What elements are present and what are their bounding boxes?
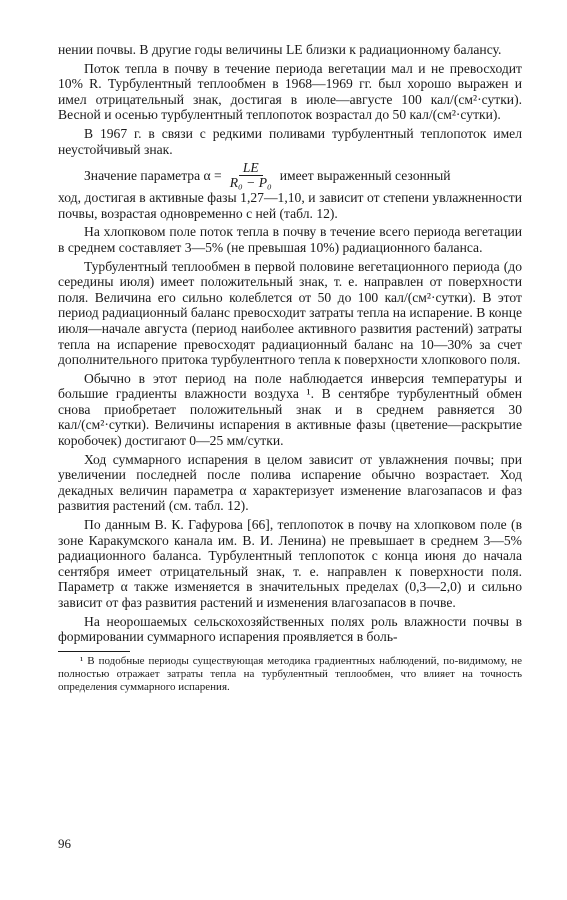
paragraph: Турбулентный теплообмен в первой половине вегетационного периода (до середины июля) имеет положительный знак, т. е. направлен от поверхности поля. Величина его сильно колеблется от 50 до 100 кал/(см²·сутки). В этот период радиационный баланс превосходит затраты тепла на испарение. В конце июля—начале августа (период наиболее активного развития растений) затраты тепла на испарение превосходят радиационный баланс на 10—30% за счет дополнительного притока турбулентного тепла к поверхности хлопкового поля. bbox=[58, 258, 522, 368]
paragraph: В 1967 г. в связи с редкими поливами турбулентный теплопоток имел неустойчивый знак. bbox=[58, 125, 522, 157]
page-number: 96 bbox=[58, 836, 71, 851]
fraction-denominator: R₀ − P₀ bbox=[229, 175, 272, 191]
paragraph: На неорошаемых сельскохозяйственных полях роль влажности почвы в формировании суммарного испарения проявляется в боль- bbox=[58, 613, 522, 645]
paragraph: Поток тепла в почву в течение периода вегетации мал и не превосходит 10% R. Турбулентный теплообмен в 1968—1969 гг. был хорошо выражен и имел отрицательный знак, достигая в июле—августе 100 кал/(см²·сутки). Весной и осенью турбулентный теплопоток возрастал до 50 кал/(см²·сутки). bbox=[58, 60, 522, 123]
formula-suffix: имеет выраженный сезонный bbox=[279, 167, 451, 183]
paragraph: По данным В. К. Гафурова [66], теплопоток в почву на хлопковом поле (в зоне Каракумского канала им. В. И. Ленина) не превышает в среднем 3—5% радиационного баланса. Турбулентный теплопоток с конца июня до начала сентября имеет отрицательный знак, т. е. направлен к поверхности поля. Параметр α также изменяется в значительных пределах (0,3—2,0) и сильно зависит от фаз развития растений и изменения влагозапасов в почве. bbox=[58, 517, 522, 610]
fraction bbox=[226, 161, 276, 190]
paragraph: нении почвы. В другие годы величины LE близки к радиационному балансу. bbox=[58, 42, 502, 57]
paragraph: ход, достигая в активные фазы 1,27—1,10, и зависит от степени увлажненности почвы, возрастая одновременно с ней (табл. 12). bbox=[58, 190, 522, 221]
formula-line bbox=[58, 161, 522, 190]
paragraph: На хлопковом поле поток тепла в почву в течение всего периода вегетации в среднем составляет 3—5% (не превышая 10%) радиационного баланса. bbox=[58, 224, 522, 255]
paragraph: Ход суммарного испарения в целом зависит от увлажнения почвы; при увеличении последней после полива испарение обычно возрастает. Ход декадных величин параметра α характеризует изменение влагозапасов и фаз развития растений (см. табл. 12). bbox=[58, 451, 522, 514]
fraction-numerator: LE bbox=[239, 161, 263, 176]
footnote: ¹ В подобные периоды существующая методика градиентных наблюдений, по-видимому, не полностью отражает затраты тепла на турбулентный теплообмен, что влияет на точность определения суммарного испарения. bbox=[58, 654, 522, 693]
paragraph: Обычно в этот период на поле наблюдается инверсия температуры и большие градиенты влажности воздуха ¹. В сентябре турбулентный обмен снова приобретает положительный знак и в среднем равняется 30 кал/(см²·сутки). Величины испарения в активные фазы (цветение—раскрытие коробочек) достигают 0—25 мм/сутки. bbox=[58, 370, 522, 449]
formula-prefix: Значение параметра α = bbox=[84, 167, 222, 183]
page-body bbox=[58, 42, 522, 694]
footnote-divider bbox=[58, 651, 130, 652]
